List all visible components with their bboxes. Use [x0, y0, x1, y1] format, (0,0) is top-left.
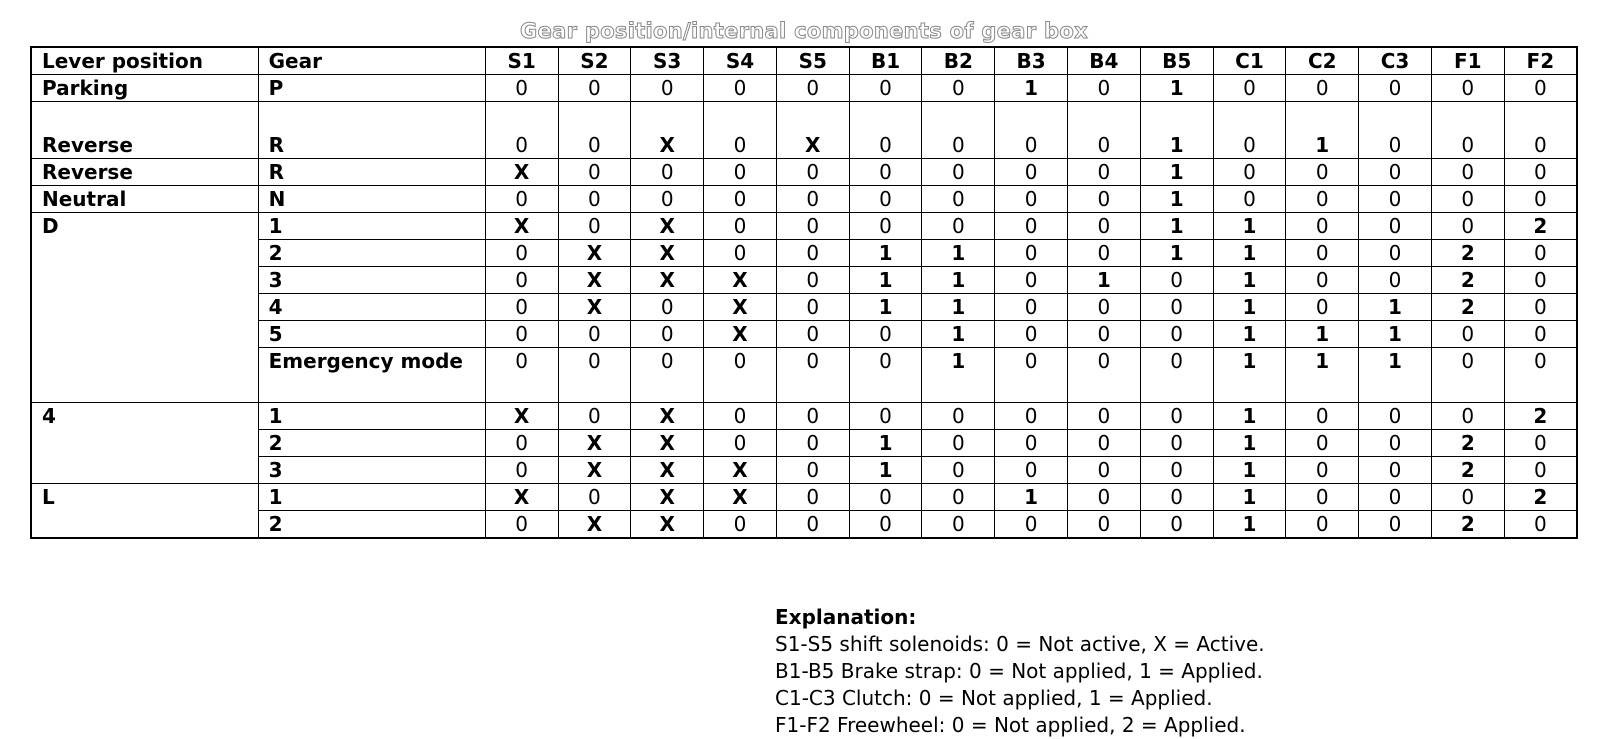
- component-state-cell: 0: [776, 403, 849, 430]
- component-state-cell: 0: [995, 321, 1068, 348]
- component-state-cell: 0: [1286, 457, 1359, 484]
- component-state-cell: 0: [485, 457, 558, 484]
- component-state-cell: 0: [922, 457, 995, 484]
- component-state-cell: 0: [485, 240, 558, 267]
- header-column: B2: [922, 47, 995, 75]
- component-state-cell: 0: [1286, 75, 1359, 102]
- component-state-cell: 0: [1504, 267, 1577, 294]
- component-state-cell: X: [631, 511, 704, 539]
- table-row: [31, 348, 1577, 403]
- table-row: [31, 321, 1577, 348]
- component-state-cell: X: [776, 102, 849, 159]
- component-state-cell: 1: [1140, 186, 1213, 213]
- component-state-cell: 1: [1213, 321, 1286, 348]
- header-column: B1: [849, 47, 922, 75]
- component-state-cell: 0: [558, 102, 631, 159]
- table-row: [31, 267, 1577, 294]
- component-state-cell: 0: [1213, 102, 1286, 159]
- component-state-cell: 1: [1359, 294, 1432, 321]
- component-state-cell: 0: [776, 213, 849, 240]
- component-state-cell: 0: [704, 75, 777, 102]
- component-state-cell: 1: [995, 75, 1068, 102]
- component-state-cell: X: [558, 511, 631, 539]
- component-state-cell: 0: [1140, 484, 1213, 511]
- component-state-cell: 0: [1286, 186, 1359, 213]
- component-state-cell: 0: [1504, 457, 1577, 484]
- component-state-cell: X: [485, 484, 558, 511]
- component-state-cell: 0: [1504, 159, 1577, 186]
- component-state-cell: 0: [1140, 403, 1213, 430]
- component-state-cell: 2: [1431, 511, 1504, 539]
- lever-position-cell: Parking: [31, 75, 258, 102]
- lever-position-cell: Reverse: [31, 102, 258, 159]
- component-state-cell: 0: [776, 348, 849, 403]
- component-state-cell: 0: [631, 159, 704, 186]
- component-state-cell: 0: [1431, 321, 1504, 348]
- component-state-cell: 0: [1068, 348, 1141, 403]
- component-state-cell: 0: [1068, 430, 1141, 457]
- component-state-cell: X: [485, 159, 558, 186]
- header-column: C3: [1359, 47, 1432, 75]
- component-state-cell: 1: [1213, 294, 1286, 321]
- component-state-cell: 1: [995, 484, 1068, 511]
- component-state-cell: 0: [849, 213, 922, 240]
- component-state-cell: 0: [776, 321, 849, 348]
- component-state-cell: X: [558, 294, 631, 321]
- component-state-cell: 0: [1359, 75, 1432, 102]
- component-state-cell: 0: [849, 159, 922, 186]
- component-state-cell: 0: [558, 186, 631, 213]
- component-state-cell: 0: [776, 511, 849, 539]
- table-row: [31, 294, 1577, 321]
- component-state-cell: 0: [922, 186, 995, 213]
- component-state-cell: 0: [1286, 159, 1359, 186]
- component-state-cell: 0: [776, 484, 849, 511]
- component-state-cell: X: [485, 403, 558, 430]
- component-state-cell: 0: [558, 321, 631, 348]
- component-state-cell: 1: [922, 267, 995, 294]
- component-state-cell: 0: [485, 511, 558, 539]
- component-state-cell: 1: [849, 430, 922, 457]
- component-state-cell: 1: [1140, 102, 1213, 159]
- component-state-cell: 0: [1213, 159, 1286, 186]
- gear-cell: 5: [258, 321, 485, 348]
- component-state-cell: X: [704, 484, 777, 511]
- component-state-cell: 0: [995, 294, 1068, 321]
- gear-cell: 4: [258, 294, 485, 321]
- component-state-cell: X: [704, 321, 777, 348]
- component-state-cell: 0: [485, 348, 558, 403]
- component-state-cell: 0: [1431, 403, 1504, 430]
- component-state-cell: 0: [485, 267, 558, 294]
- component-state-cell: 0: [995, 348, 1068, 403]
- component-state-cell: 0: [1359, 240, 1432, 267]
- component-state-cell: 0: [485, 186, 558, 213]
- component-state-cell: 0: [1286, 294, 1359, 321]
- component-state-cell: 1: [849, 240, 922, 267]
- component-state-cell: 0: [1359, 267, 1432, 294]
- component-state-cell: 0: [485, 102, 558, 159]
- component-state-cell: X: [558, 430, 631, 457]
- component-state-cell: 1: [1068, 267, 1141, 294]
- component-state-cell: 0: [995, 213, 1068, 240]
- component-state-cell: 0: [922, 213, 995, 240]
- component-state-cell: 0: [995, 457, 1068, 484]
- component-state-cell: X: [631, 430, 704, 457]
- gear-cell: P: [258, 75, 485, 102]
- component-state-cell: 0: [1286, 213, 1359, 240]
- component-state-cell: 0: [776, 240, 849, 267]
- component-state-cell: X: [631, 267, 704, 294]
- component-state-cell: 1: [1140, 75, 1213, 102]
- component-state-cell: 0: [1359, 159, 1432, 186]
- table-row: [31, 102, 1577, 159]
- component-state-cell: 0: [704, 403, 777, 430]
- component-state-cell: 0: [704, 186, 777, 213]
- component-state-cell: 1: [1140, 159, 1213, 186]
- component-state-cell: 0: [1504, 321, 1577, 348]
- component-state-cell: 2: [1431, 457, 1504, 484]
- component-state-cell: 0: [995, 430, 1068, 457]
- component-state-cell: 0: [631, 348, 704, 403]
- component-state-cell: 0: [704, 240, 777, 267]
- component-state-cell: 0: [1504, 511, 1577, 539]
- table-title: Gear position/internal components of gear box: [520, 19, 1088, 43]
- header-column: B5: [1140, 47, 1213, 75]
- component-state-cell: 0: [1286, 240, 1359, 267]
- lever-position-cell: D: [31, 213, 258, 403]
- component-state-cell: X: [558, 457, 631, 484]
- header-column: S1: [485, 47, 558, 75]
- component-state-cell: 0: [1504, 240, 1577, 267]
- component-state-cell: 0: [1359, 457, 1432, 484]
- explanation-block: [775, 604, 1265, 739]
- component-state-cell: 0: [1068, 457, 1141, 484]
- table-header-row: [31, 47, 1577, 75]
- component-state-cell: 2: [1504, 213, 1577, 240]
- component-state-cell: 1: [1140, 240, 1213, 267]
- component-state-cell: 0: [1431, 159, 1504, 186]
- gear-cell: 2: [258, 430, 485, 457]
- component-state-cell: 0: [922, 484, 995, 511]
- explanation-line: B1-B5 Brake strap: 0 = Not applied, 1 = Applied.: [775, 659, 1263, 683]
- component-state-cell: 0: [776, 294, 849, 321]
- component-state-cell: 1: [1213, 348, 1286, 403]
- component-state-cell: 1: [1286, 348, 1359, 403]
- component-state-cell: 0: [995, 267, 1068, 294]
- component-state-cell: 0: [558, 75, 631, 102]
- component-state-cell: 0: [1068, 186, 1141, 213]
- component-state-cell: 0: [1431, 213, 1504, 240]
- gear-table: [30, 46, 1578, 539]
- component-state-cell: 0: [704, 348, 777, 403]
- gear-cell: 3: [258, 267, 485, 294]
- component-state-cell: 0: [995, 240, 1068, 267]
- component-state-cell: X: [704, 294, 777, 321]
- component-state-cell: 0: [704, 159, 777, 186]
- component-state-cell: 0: [922, 511, 995, 539]
- component-state-cell: 0: [849, 102, 922, 159]
- component-state-cell: 0: [1068, 240, 1141, 267]
- component-state-cell: 0: [1504, 348, 1577, 403]
- component-state-cell: 0: [1068, 403, 1141, 430]
- explanation-line: S1-S5 shift solenoids: 0 = Not active, X = Active.: [775, 632, 1265, 656]
- component-state-cell: 0: [704, 511, 777, 539]
- component-state-cell: X: [631, 240, 704, 267]
- gear-cell: 2: [258, 511, 485, 539]
- component-state-cell: 0: [485, 75, 558, 102]
- component-state-cell: 1: [1213, 457, 1286, 484]
- component-state-cell: 0: [776, 75, 849, 102]
- component-state-cell: X: [704, 457, 777, 484]
- component-state-cell: X: [485, 213, 558, 240]
- table-row: [31, 75, 1577, 102]
- component-state-cell: 1: [1213, 213, 1286, 240]
- component-state-cell: 0: [1504, 186, 1577, 213]
- component-state-cell: 1: [1140, 213, 1213, 240]
- component-state-cell: 0: [1140, 294, 1213, 321]
- component-state-cell: 0: [1140, 430, 1213, 457]
- component-state-cell: 0: [631, 321, 704, 348]
- component-state-cell: 0: [1140, 348, 1213, 403]
- lever-position-cell: Reverse: [31, 159, 258, 186]
- component-state-cell: 0: [849, 186, 922, 213]
- component-state-cell: X: [704, 267, 777, 294]
- component-state-cell: 1: [1286, 102, 1359, 159]
- component-state-cell: 0: [1359, 102, 1432, 159]
- component-state-cell: 0: [558, 403, 631, 430]
- component-state-cell: 1: [922, 294, 995, 321]
- component-state-cell: 0: [1286, 430, 1359, 457]
- component-state-cell: 0: [849, 511, 922, 539]
- component-state-cell: 0: [1359, 484, 1432, 511]
- gear-cell: R: [258, 159, 485, 186]
- component-state-cell: 0: [1286, 511, 1359, 539]
- table-row: [31, 240, 1577, 267]
- component-state-cell: 0: [558, 159, 631, 186]
- gear-cell: Emergency mode: [258, 348, 485, 403]
- table-row: [31, 403, 1577, 430]
- header-lever-position: Lever position: [31, 47, 258, 75]
- component-state-cell: 1: [849, 267, 922, 294]
- header-gear: Gear: [258, 47, 485, 75]
- component-state-cell: X: [558, 267, 631, 294]
- explanation-line: F1-F2 Freewheel: 0 = Not applied, 2 = Applied.: [775, 713, 1246, 737]
- table-row: [31, 430, 1577, 457]
- component-state-cell: 0: [995, 159, 1068, 186]
- component-state-cell: 0: [485, 294, 558, 321]
- component-state-cell: 0: [1068, 511, 1141, 539]
- component-state-cell: X: [631, 403, 704, 430]
- component-state-cell: 0: [1286, 267, 1359, 294]
- component-state-cell: 0: [849, 484, 922, 511]
- component-state-cell: 0: [631, 75, 704, 102]
- component-state-cell: 2: [1431, 294, 1504, 321]
- component-state-cell: 0: [1140, 321, 1213, 348]
- component-state-cell: 0: [776, 186, 849, 213]
- component-state-cell: 1: [849, 294, 922, 321]
- component-state-cell: 0: [631, 186, 704, 213]
- component-state-cell: 0: [995, 102, 1068, 159]
- component-state-cell: 0: [849, 348, 922, 403]
- component-state-cell: 0: [1431, 186, 1504, 213]
- component-state-cell: 0: [485, 321, 558, 348]
- table-row: [31, 159, 1577, 186]
- component-state-cell: 0: [1068, 321, 1141, 348]
- component-state-cell: 2: [1504, 484, 1577, 511]
- component-state-cell: 0: [1068, 75, 1141, 102]
- component-state-cell: 0: [995, 186, 1068, 213]
- gear-cell: 1: [258, 213, 485, 240]
- component-state-cell: 0: [922, 430, 995, 457]
- component-state-cell: 1: [1213, 511, 1286, 539]
- component-state-cell: 1: [922, 348, 995, 403]
- component-state-cell: 0: [1359, 403, 1432, 430]
- component-state-cell: X: [631, 457, 704, 484]
- component-state-cell: X: [631, 484, 704, 511]
- component-state-cell: 0: [1504, 75, 1577, 102]
- table-row: [31, 484, 1577, 511]
- header-column: S4: [704, 47, 777, 75]
- component-state-cell: 0: [1286, 403, 1359, 430]
- explanation-line: C1-C3 Clutch: 0 = Not applied, 1 = Applied.: [775, 686, 1213, 710]
- component-state-cell: 1: [849, 457, 922, 484]
- component-state-cell: 1: [1213, 430, 1286, 457]
- component-state-cell: 0: [704, 213, 777, 240]
- component-state-cell: 1: [922, 240, 995, 267]
- component-state-cell: 1: [922, 321, 995, 348]
- component-state-cell: 2: [1431, 430, 1504, 457]
- component-state-cell: 0: [1068, 484, 1141, 511]
- component-state-cell: 0: [1140, 457, 1213, 484]
- header-column: F1: [1431, 47, 1504, 75]
- component-state-cell: 0: [849, 75, 922, 102]
- component-state-cell: 1: [1213, 484, 1286, 511]
- component-state-cell: 2: [1431, 267, 1504, 294]
- component-state-cell: 0: [1504, 294, 1577, 321]
- header-column: B4: [1068, 47, 1141, 75]
- component-state-cell: 0: [1286, 484, 1359, 511]
- component-state-cell: 0: [1068, 294, 1141, 321]
- component-state-cell: 1: [1213, 267, 1286, 294]
- gear-cell: 1: [258, 403, 485, 430]
- component-state-cell: 0: [1140, 267, 1213, 294]
- component-state-cell: 0: [1213, 186, 1286, 213]
- gear-cell: 2: [258, 240, 485, 267]
- gear-cell: N: [258, 186, 485, 213]
- gear-cell: R: [258, 102, 485, 159]
- component-state-cell: 0: [631, 294, 704, 321]
- component-state-cell: 0: [1068, 159, 1141, 186]
- header-column: C2: [1286, 47, 1359, 75]
- component-state-cell: 0: [849, 321, 922, 348]
- table-row: [31, 186, 1577, 213]
- component-state-cell: X: [558, 240, 631, 267]
- header-column: F2: [1504, 47, 1577, 75]
- component-state-cell: 2: [1504, 403, 1577, 430]
- component-state-cell: 0: [558, 348, 631, 403]
- lever-position-cell: Neutral: [31, 186, 258, 213]
- gear-cell: 1: [258, 484, 485, 511]
- component-state-cell: 0: [485, 430, 558, 457]
- component-state-cell: X: [631, 102, 704, 159]
- component-state-cell: 0: [922, 403, 995, 430]
- component-state-cell: 0: [1359, 511, 1432, 539]
- component-state-cell: 2: [1431, 240, 1504, 267]
- component-state-cell: 0: [1431, 102, 1504, 159]
- header-column: S3: [631, 47, 704, 75]
- component-state-cell: 0: [1140, 511, 1213, 539]
- component-state-cell: X: [631, 213, 704, 240]
- component-state-cell: 0: [776, 267, 849, 294]
- component-state-cell: 0: [1068, 102, 1141, 159]
- gear-cell: 3: [258, 457, 485, 484]
- table-row: [31, 511, 1577, 539]
- table-row: [31, 213, 1577, 240]
- component-state-cell: 0: [1068, 213, 1141, 240]
- component-state-cell: 0: [1504, 102, 1577, 159]
- component-state-cell: 0: [704, 430, 777, 457]
- component-state-cell: 0: [849, 403, 922, 430]
- component-state-cell: 0: [776, 159, 849, 186]
- component-state-cell: 0: [704, 102, 777, 159]
- component-state-cell: 1: [1359, 321, 1432, 348]
- component-state-cell: 1: [1286, 321, 1359, 348]
- component-state-cell: 1: [1213, 240, 1286, 267]
- table-row: [31, 457, 1577, 484]
- header-column: B3: [995, 47, 1068, 75]
- header-column: C1: [1213, 47, 1286, 75]
- component-state-cell: 1: [1359, 348, 1432, 403]
- table-body: [31, 75, 1577, 539]
- component-state-cell: 0: [1431, 484, 1504, 511]
- component-state-cell: 0: [1359, 213, 1432, 240]
- component-state-cell: 0: [922, 75, 995, 102]
- component-state-cell: 0: [995, 511, 1068, 539]
- component-state-cell: 0: [995, 403, 1068, 430]
- component-state-cell: 0: [776, 430, 849, 457]
- component-state-cell: 1: [1213, 403, 1286, 430]
- component-state-cell: 0: [1431, 348, 1504, 403]
- component-state-cell: 0: [1213, 75, 1286, 102]
- component-state-cell: 0: [1504, 430, 1577, 457]
- header-column: S2: [558, 47, 631, 75]
- component-state-cell: 0: [558, 213, 631, 240]
- component-state-cell: 0: [1359, 430, 1432, 457]
- lever-position-cell: L: [31, 484, 258, 539]
- lever-position-cell: 4: [31, 403, 258, 484]
- component-state-cell: 0: [776, 457, 849, 484]
- component-state-cell: 0: [1359, 186, 1432, 213]
- header-column: S5: [776, 47, 849, 75]
- component-state-cell: 0: [558, 484, 631, 511]
- component-state-cell: 0: [1431, 75, 1504, 102]
- component-state-cell: 0: [922, 102, 995, 159]
- explanation-title: Explanation:: [775, 605, 917, 629]
- component-state-cell: 0: [922, 159, 995, 186]
